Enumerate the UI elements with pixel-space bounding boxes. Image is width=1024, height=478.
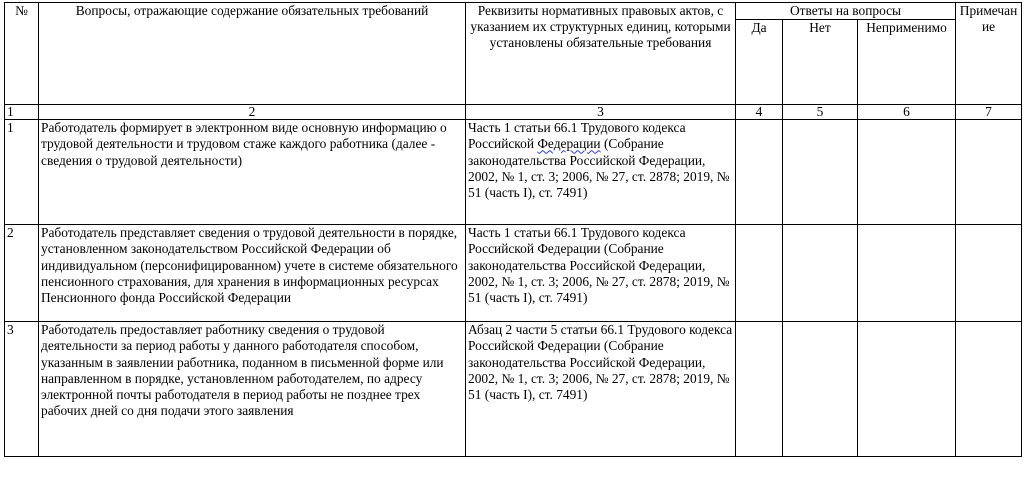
row-question: Работодатель предоставляет работнику сведения о трудовой деятельности за период работы у данного работодателя способом, указанным в заявлении работника, поданном в письменной форме или направленном в порядке, установленном работодателем, по адресу электронной почты работодателя в период работы не позднее трех рабочих дней со дня подачи этого заявления (39, 322, 466, 457)
header-notes: Примечание (956, 3, 1022, 105)
row-number: 3 (5, 322, 39, 457)
answer-no-cell[interactable] (783, 322, 858, 457)
notes-cell[interactable] (956, 120, 1022, 225)
row-number: 2 (5, 225, 39, 322)
table-row (5, 225, 1022, 322)
header-questions: Вопросы, отражающие содержание обязательных требований (39, 3, 466, 105)
table-row (5, 120, 1022, 225)
answer-yes-cell[interactable] (736, 225, 783, 322)
header-na: Неприменимо (858, 20, 956, 105)
column-number: 4 (736, 105, 783, 120)
header-row (5, 3, 1022, 20)
answer-na-cell[interactable] (858, 322, 956, 457)
column-number: 5 (783, 105, 858, 120)
checklist-table (4, 2, 1022, 457)
answer-na-cell[interactable] (858, 225, 956, 322)
row-number: 1 (5, 120, 39, 225)
row-requisites (466, 120, 736, 225)
header-requisites: Реквизиты нормативных правовых актов, с указанием их структурных единиц, которыми установлены обязательные требования (466, 3, 736, 105)
answer-no-cell[interactable] (783, 120, 858, 225)
requisites-text: Часть 1 статьи 66.1 Трудового кодекса Российской (468, 120, 686, 152)
requisites-text: (Собрание законодательства Российской Федерации, 2002, № 1, ст. 3; 2006, № 27, ст. 2878; 2019, № 51 (часть I), ст. 7491) (468, 136, 730, 201)
column-number: 3 (466, 105, 736, 120)
header-num: № (5, 3, 39, 105)
column-number: 7 (956, 105, 1022, 120)
header-no: Нет (783, 20, 858, 105)
table-row (5, 322, 1022, 457)
column-number: 6 (858, 105, 956, 120)
answer-na-cell[interactable] (858, 120, 956, 225)
answer-no-cell[interactable] (783, 225, 858, 322)
row-question: Работодатель представляет сведения о трудовой деятельности в порядке, установленном законодательством Российской Федерации об индивидуальном (персонифицированном) учете в системе обязательного пенсионного страхования, для хранения в информационных ресурсах Пенсионного фонда Российской Федерации (39, 225, 466, 322)
answer-yes-cell[interactable] (736, 120, 783, 225)
row-requisites: Часть 1 статьи 66.1 Трудового кодекса Российской Федерации (Собрание законодательства Российской Федерации, 2002, № 1, ст. 3; 2006, № 27, ст. 2878; 2019, № 51 (часть I), ст. 7491) (466, 225, 736, 322)
column-number: 1 (5, 105, 39, 120)
row-requisites: Абзац 2 части 5 статьи 66.1 Трудового кодекса Российской Федерации (Собрание законодательства Российской Федерации, 2002, № 1, ст. 3; 2006, № 27, ст. 2878; 2019, № 51 (часть I), ст. 7491) (466, 322, 736, 457)
column-number-row (5, 105, 1022, 120)
spellcheck-underlined-word: Федерации (537, 136, 601, 152)
answer-yes-cell[interactable] (736, 322, 783, 457)
notes-cell[interactable] (956, 322, 1022, 457)
notes-cell[interactable] (956, 225, 1022, 322)
header-yes: Да (736, 20, 783, 105)
column-number: 2 (39, 105, 466, 120)
row-question: Работодатель формирует в электронном виде основную информацию о трудовой деятельности и трудовом стаже каждого работника (далее - сведения о трудовой деятельности) (39, 120, 466, 225)
header-answers: Ответы на вопросы (736, 3, 956, 20)
